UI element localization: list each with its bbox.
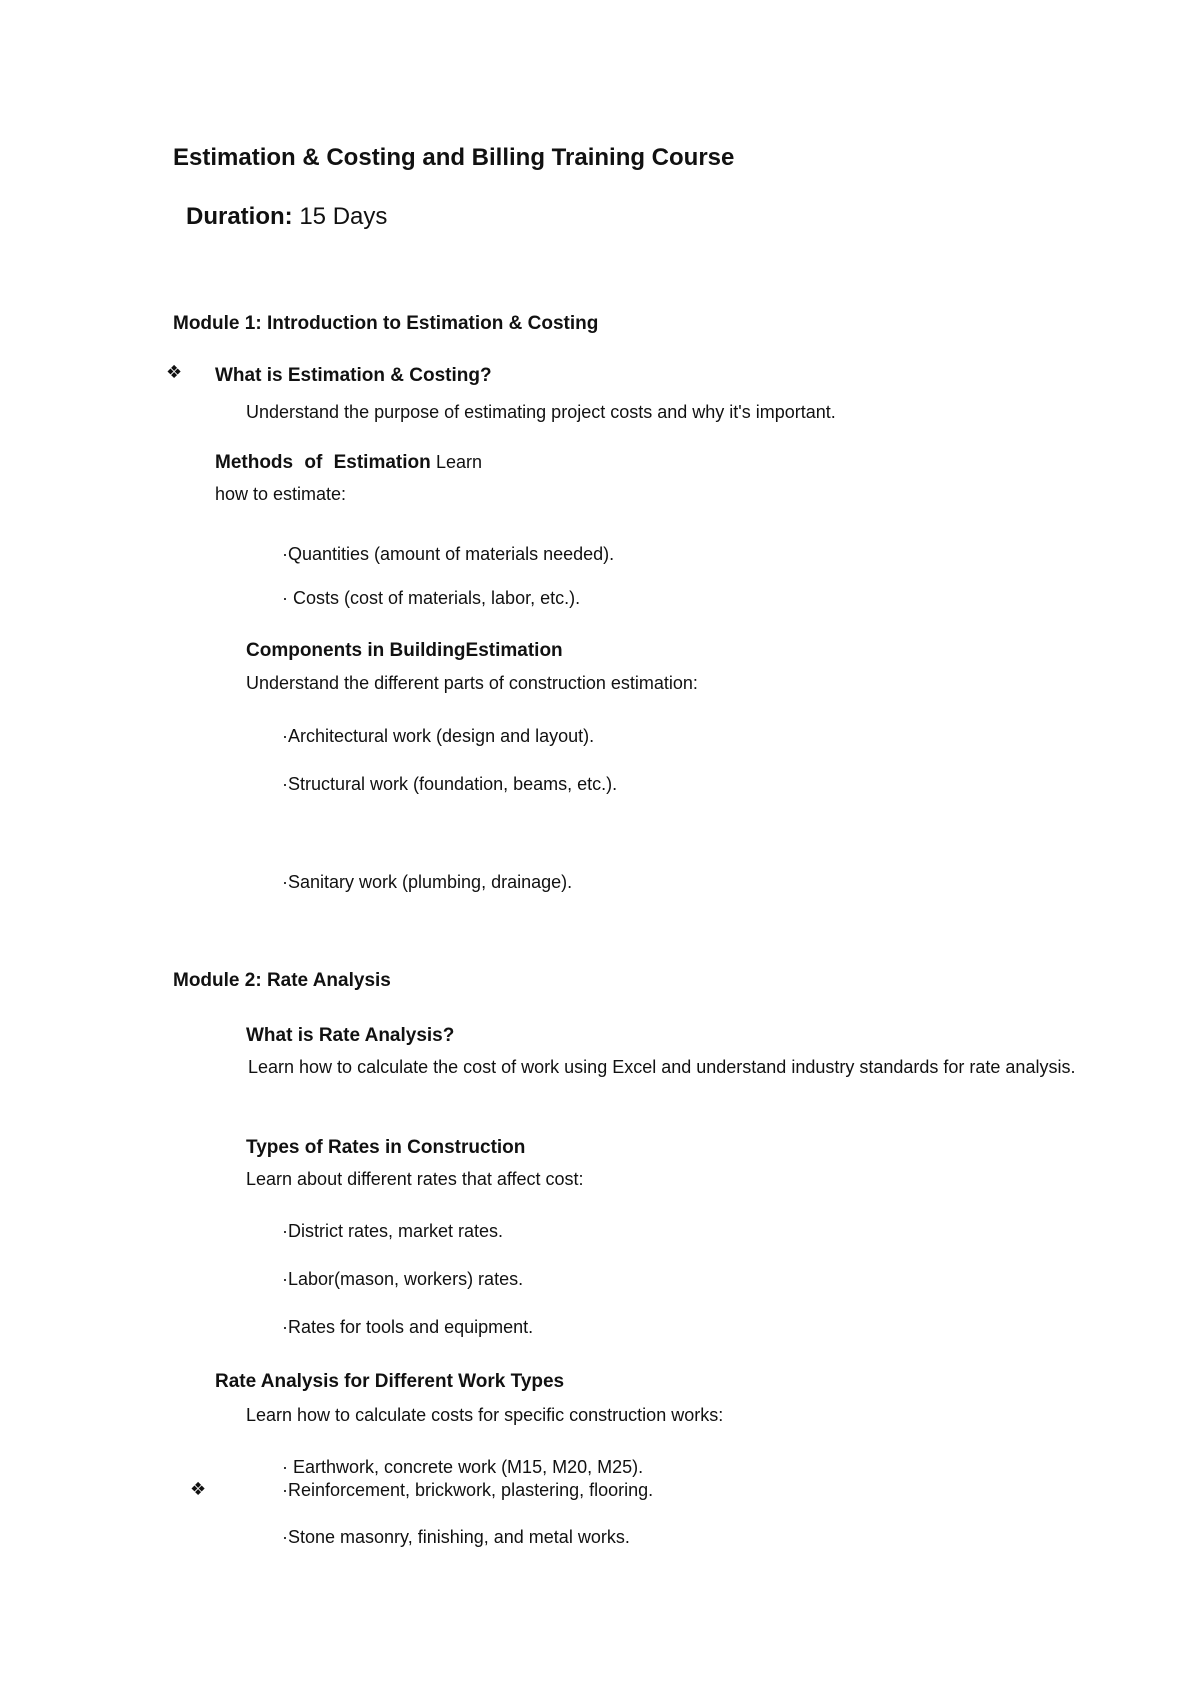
m1-methods-text: how to estimate: [215,484,347,504]
m1-what-text: Understand the purpose of estimating project costs and why it's important. [246,402,836,422]
module-1-heading: Module 1: Introduction to Estimation & Costing [173,313,599,334]
module-2-heading: Module 2: Rate Analysis [173,970,391,991]
m2-what-heading: What is Rate Analysis? [246,1025,455,1046]
m1-components-item: ·Sanitary work (plumbing, drainage). [282,872,573,892]
m1-components-heading: Components in BuildingEstimation [246,640,563,661]
m1-components-text: Understand the different parts of construction estimation: [246,673,698,693]
m2-worktypes-item: ·Reinforcement, brickwork, plastering, flooring. [282,1480,654,1500]
m2-what-text: Learn how to calculate the cost of work using Excel and understand industry standards for rate analysis. [248,1057,1076,1077]
duration-line [186,203,387,232]
m2-types-text: Learn about different rates that affect cost: [246,1169,584,1189]
m2-types-heading: Types of Rates in Construction [246,1137,526,1158]
duration-value: 15 Days [299,203,388,230]
m1-methods-item: · Costs (cost of materials, labor, etc.). [282,588,581,608]
m1-methods-heading [215,452,482,475]
m1-methods-title: Methods of Estimation [215,452,431,473]
m1-methods-item: ·Quantities (amount of materials needed). [282,544,615,564]
m1-components-item: ·Structural work (foundation, beams, etc.). [282,774,618,794]
diamond-bullet-icon: ❖ [190,1479,207,1499]
m2-worktypes-text: Learn how to calculate costs for specific construction works: [246,1405,724,1425]
m2-worktypes-item: · Earthwork, concrete work (M15, M20, M25). [282,1457,644,1477]
duration-label: Duration: [186,203,293,230]
diamond-bullet-icon: ❖ [166,362,183,382]
m1-methods-inline: Learn [436,452,483,472]
m1-components-item: ·Architectural work (design and layout). [282,726,595,746]
document-title: Estimation & Costing and Billing Training Course [173,144,735,171]
m2-types-item: ·Rates for tools and equipment. [282,1317,534,1337]
m2-worktypes-item: ·Stone masonry, finishing, and metal works. [282,1527,630,1547]
m2-types-item: ·Labor(mason, workers) rates. [282,1269,524,1289]
m2-types-item: ·District rates, market rates. [282,1221,504,1241]
m2-worktypes-heading: Rate Analysis for Different Work Types [215,1371,565,1392]
m1-what-heading: What is Estimation & Costing? [215,365,492,386]
